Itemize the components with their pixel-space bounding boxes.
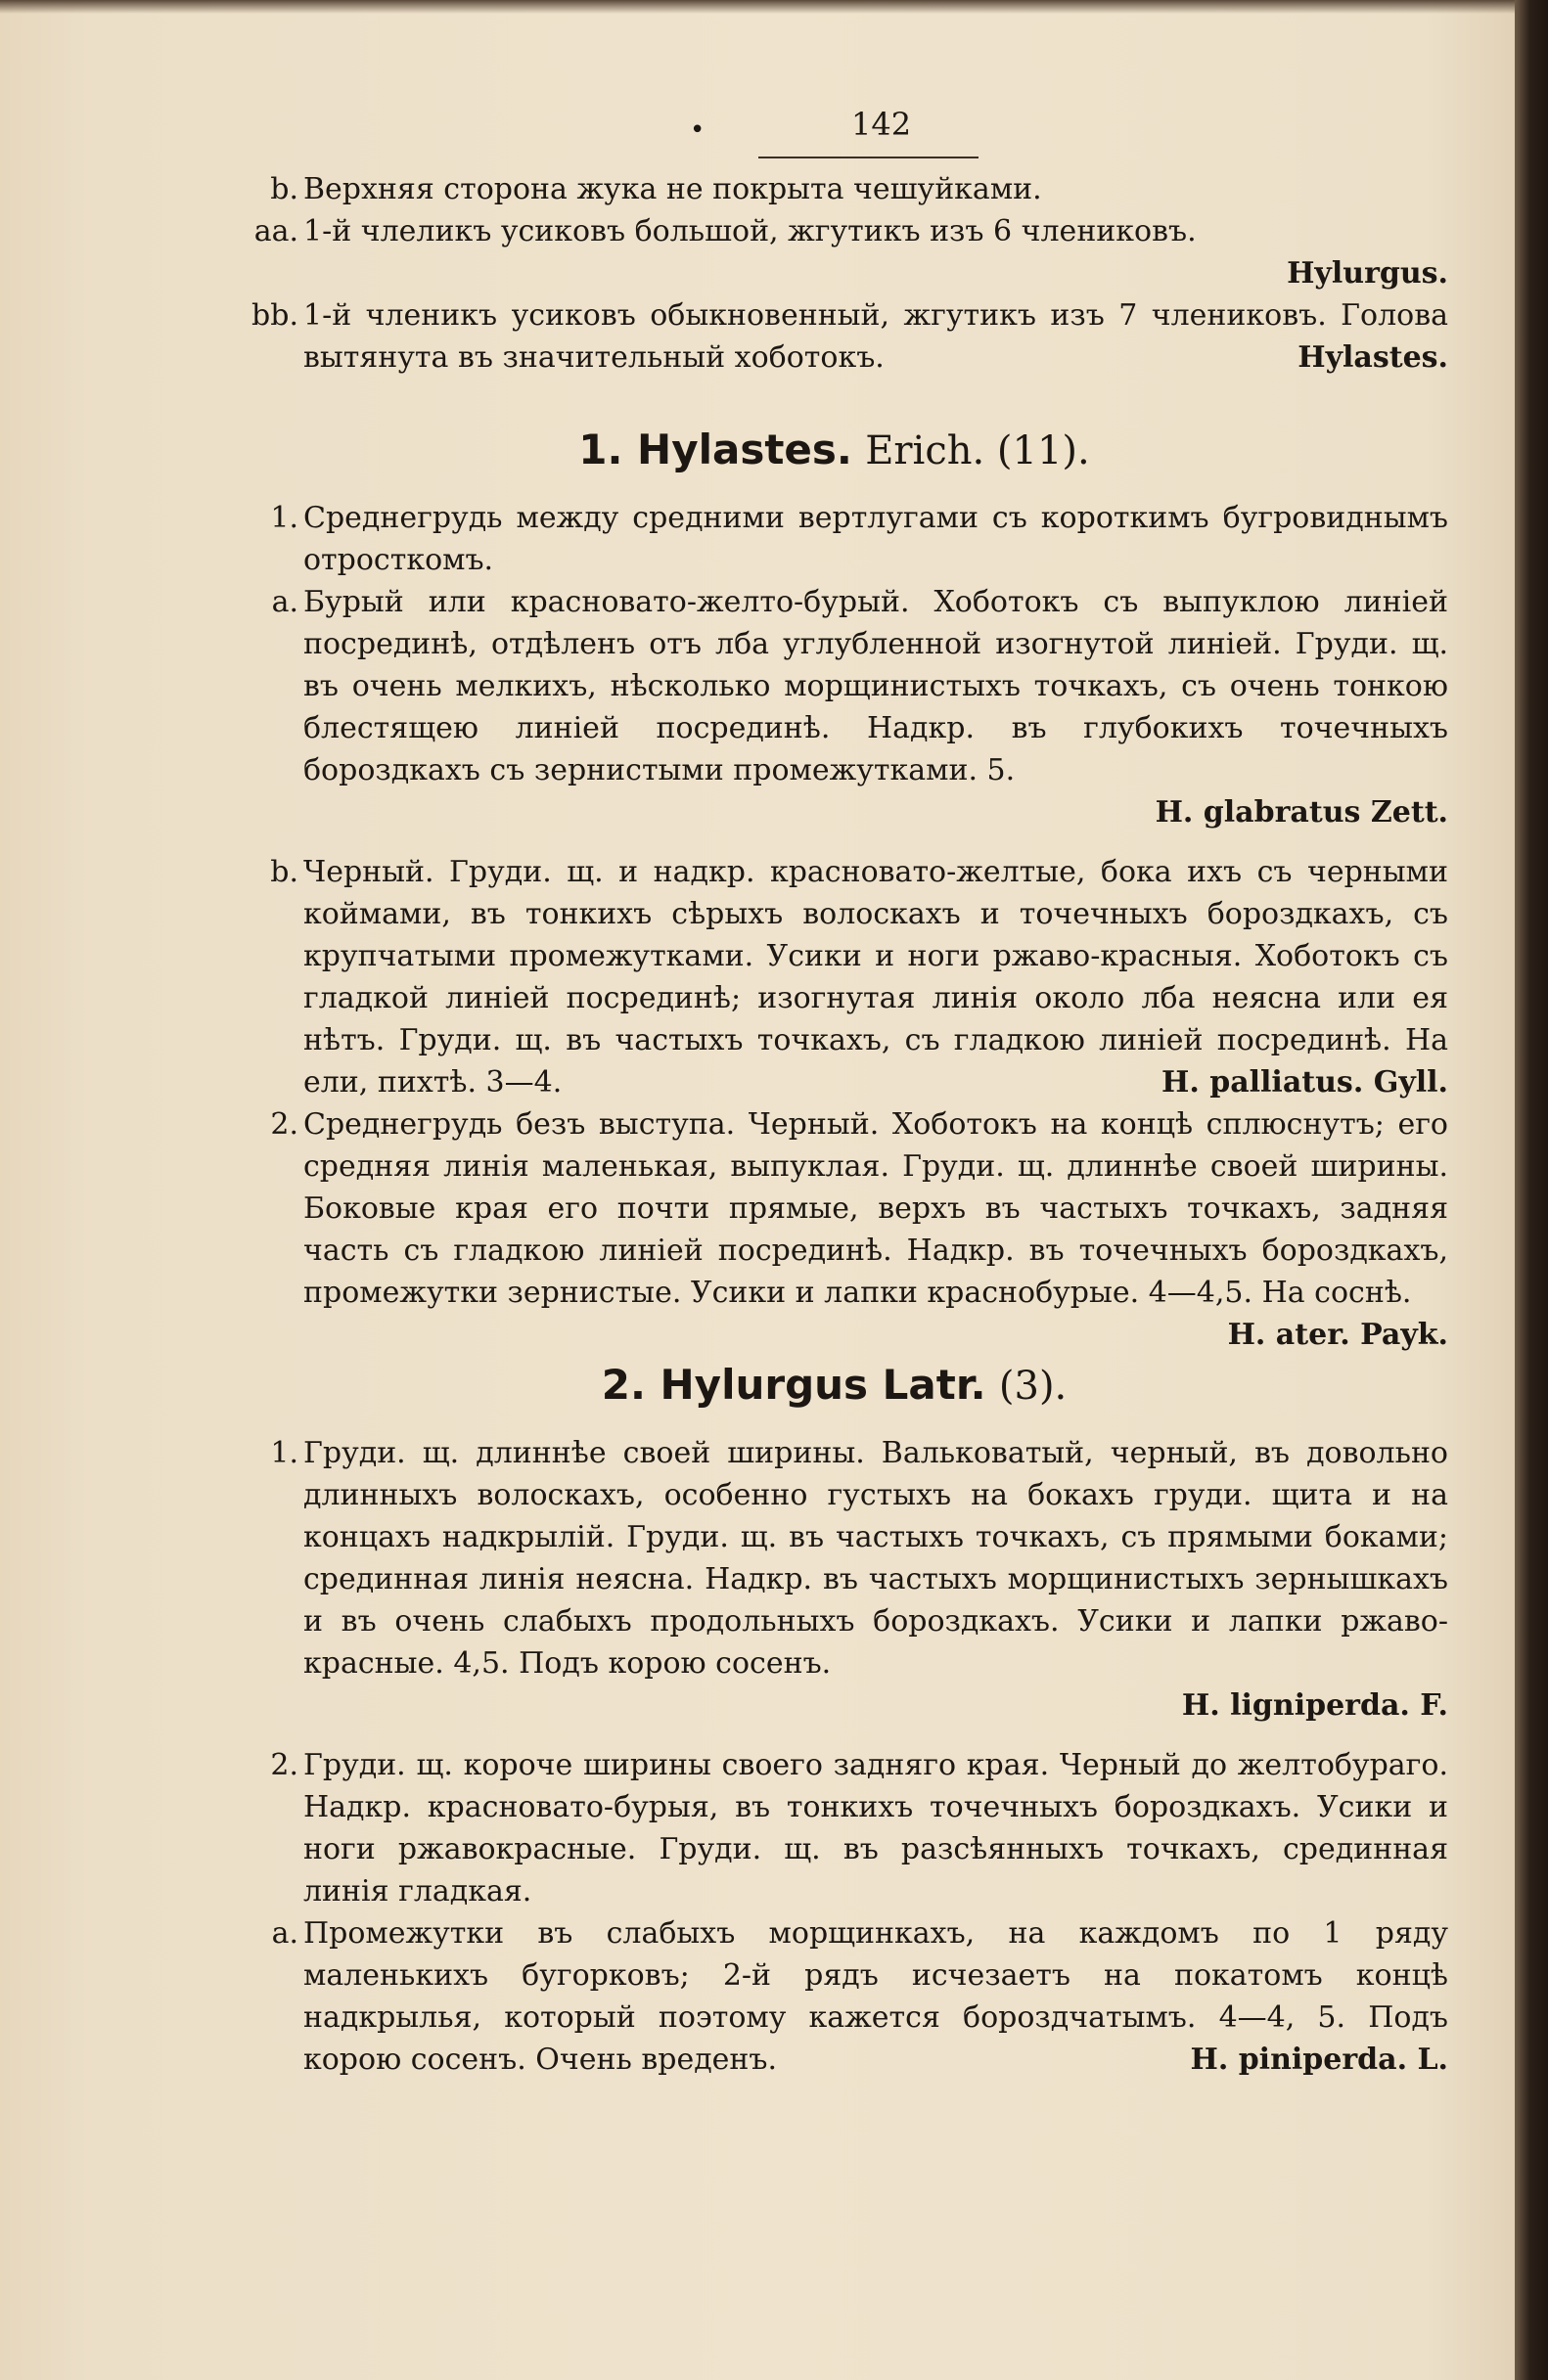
page-number: 142 [851,106,912,143]
entry-mark: a. [271,585,298,619]
key-entry [220,1432,1448,1727]
entry-text: Груди. щ. длиннѣе своей ширины. Вальковатый, черный, въ довольно длинныхъ волоскахъ, особенно густыхъ на бокахъ груди. щита и на концахъ надкрылій. Груди. щ. въ частыхъ точкахъ, съ прямыми боками; срединная линія неясна. Надкр. въ частыхъ морщинистыхъ зернышкахъ и въ очень слабыхъ продольныхъ бороздкахъ. Усики и лапки ржаво-красные. 4,5. Подъ корою сосенъ. [303,1436,1448,1681]
page-content [220,98,1448,2081]
entry-text: Черный. Груди. щ. и надкр. красновато-желтые, бока ихъ съ черными коймами, въ тонкихъ сѣрыхъ волоскахъ и точечныхъ бороздкахъ, съ крупчатыми промежутками. Усики и ноги ржаво-красныя. Хоботокъ съ гладкой линіей посрединѣ; изогнутая линія около лба неясна или ея нѣтъ. Груди. щ. въ частыхъ точкахъ, съ гладкою линіей посрединѣ. На ели, пихтѣ. 3—4. [303,855,1448,1100]
entry-text: Груди. щ. короче ширины своего задняго края. Черный до желтобураго. Надкр. красновато-бурыя, въ тонкихъ точечныхъ бороздкахъ. Усики и ноги ржавокрасные. Груди. щ. въ разсѣянныхъ точкахъ, срединная линія гладкая. [303,1748,1448,1908]
entry-text: 1-й члеликъ усиковъ большой, жгутикъ изъ 6 члениковъ. [303,214,1197,248]
key-entry [220,497,1448,581]
header-rule [758,157,979,158]
header-dot: • [690,115,706,145]
entry-mark: a. [271,1916,298,1951]
species-name: H. ater. Payk. [1227,1318,1448,1352]
entry-mark: aa. [253,214,298,248]
book-binding-edge [1515,0,1548,2380]
entry-mark: b. [270,855,298,889]
page-header [259,98,1448,168]
key-entry [220,581,1448,833]
genus-name: Hylurgus. [1287,256,1448,291]
species-name: H. palliatus. Gyll. [1161,1065,1448,1100]
key-entry [220,168,1448,210]
entry-mark: b. [270,172,298,206]
heading-authority: Erich. (11). [865,428,1090,473]
heading-genus: 1. Hylastes. [578,426,852,473]
heading-authority: (3). [998,1364,1068,1409]
entry-mark: bb. [251,298,298,333]
section-heading-hylurgus [220,1361,1448,1411]
key-entry [220,1744,1448,1912]
entry-text: Промежутки въ слабыхъ морщинкахъ, на каждомъ по 1 ряду маленькихъ бугорковъ; 2-й рядъ исчезаетъ на покатомъ концѣ надкрылья, который поэтому кажется бороздчатымъ. 4—4, 5. Подъ корою сосенъ. Очень вреденъ. [303,1916,1448,2077]
entry-mark: 2. [270,1107,298,1142]
key-entry [220,294,1448,379]
section-heading-hylastes [220,426,1448,475]
species-name: H. glabratus Zett. [1155,795,1448,830]
genus-name: Hylastes. [1298,340,1448,375]
species-name: H. ligniperda. F. [1181,1688,1448,1723]
species-name: H. piniperda. L. [1190,2043,1448,2077]
entry-text: 1-й членикъ усиковъ обыкновенный, жгутикъ изъ 7 члениковъ. Голова вытянута въ значительный хоботокъ. [303,298,1448,375]
key-entry [220,1103,1448,1352]
entry-text: Среднегрудь безъ выступа. Черный. Хоботокъ на концѣ сплюснутъ; его средняя линія маленькая, выпуклая. Груди. щ. длиннѣе своей ширины. Боковые края его почти прямые, верхъ въ частыхъ точкахъ, задняя часть съ гладкою линіей посрединѣ. Надкр. въ точечныхъ бороздкахъ, промежутки зернистые. Усики и лапки краснобурые. 4—4,5. На соснѣ. [303,1107,1448,1310]
entry-mark: 1. [270,501,298,535]
entry-text: Верхняя сторона жука не покрыта чешуйками. [303,172,1042,206]
heading-genus: 2. Hylurgus Latr. [601,1361,986,1409]
entry-text: Среднегрудь между средними вертлугами съ короткимъ бугровиднымъ отросткомъ. [303,501,1448,577]
entry-mark: 2. [270,1748,298,1782]
entry-text: Бурый или красновато-желто-бурый. Хоботокъ съ выпуклою линіей посрединѣ, отдѣленъ отъ лба углубленной изогнутой линіей. Груди. щ. въ очень мелкихъ, нѣсколько морщинистыхъ точкахъ, съ очень тонкою блестящею линіей посрединѣ. Надкр. въ глубокихъ точечныхъ бороздкахъ съ зернистыми промежутками. 5. [303,585,1448,787]
entry-mark: 1. [270,1436,298,1470]
key-entry [220,210,1448,294]
key-entry [220,1912,1448,2081]
key-entry [220,851,1448,1103]
top-edge-shadow [0,0,1548,14]
